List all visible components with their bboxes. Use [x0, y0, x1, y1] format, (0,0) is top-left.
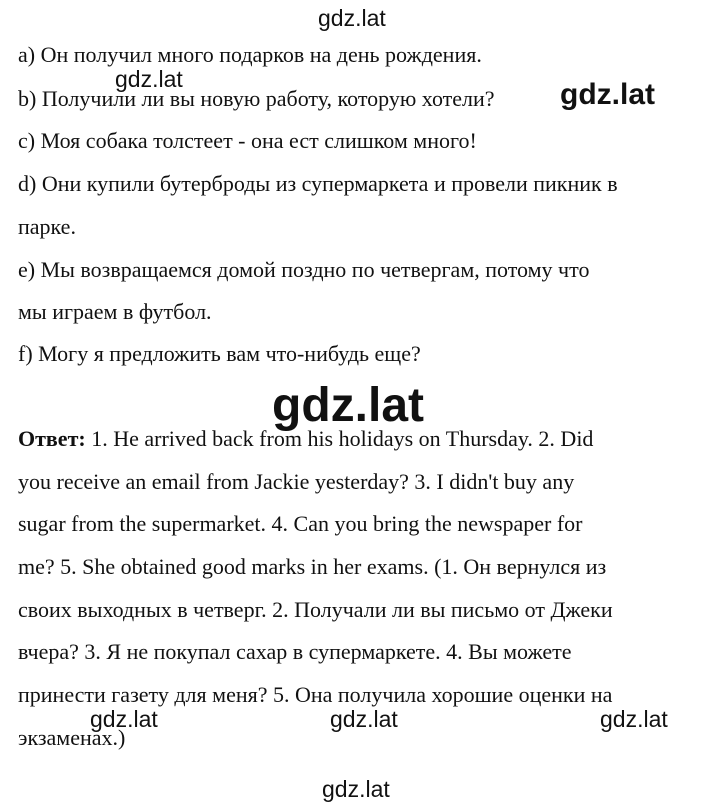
- answer-line: sugar from the supermarket. 4. Can you bring the newspaper for: [18, 511, 583, 536]
- watermark-bottom-center: gdz.lat: [330, 706, 398, 732]
- sentence-e: e) Мы возвращаемся домой поздно по четвергам, потому что: [18, 257, 590, 282]
- watermark-center: gdz.lat: [272, 379, 424, 432]
- answer-label: Ответ:: [18, 426, 86, 451]
- watermark-footer: gdz.lat: [322, 776, 390, 802]
- answer-line: вчера? 3. Я не покупал сахар в супермаркете. 4. Вы можете: [18, 639, 572, 664]
- sentence-c: c) Моя собака толстеет - она ест слишком много!: [18, 128, 477, 153]
- answer-line: своих выходных в четверг. 2. Получали ли вы письмо от Джеки: [18, 597, 613, 622]
- watermark-upper-left: gdz.lat: [115, 66, 183, 92]
- answer-line: me? 5. She obtained good marks in her exams. (1. Он вернулся из: [18, 554, 607, 579]
- watermark-upper-right: gdz.lat: [560, 78, 655, 111]
- watermark-bottom-right: gdz.lat: [600, 706, 668, 732]
- sentence-b: b) Получили ли вы новую работу, которую хотели?: [18, 86, 495, 111]
- answer-line: принести газету для меня? 5. Она получила хорошие оценки на: [18, 682, 613, 707]
- answer-line: экзаменах.): [18, 725, 126, 750]
- answer-text: 1. He arrived back from his holidays on Thursday. 2. Did: [85, 426, 594, 451]
- sentence-f: f) Могу я предложить вам что-нибудь еще?: [18, 341, 421, 366]
- sentence-d: d) Они купили бутерброды из супермаркета и провели пикник в: [18, 171, 618, 196]
- watermark-bottom-left: gdz.lat: [90, 706, 158, 732]
- watermark-top: gdz.lat: [318, 5, 386, 31]
- answer-line: you receive an email from Jackie yesterday? 3. I didn't buy any: [18, 469, 575, 494]
- sentence-e-cont: мы играем в футбол.: [18, 299, 212, 324]
- sentence-d-cont: парке.: [18, 214, 76, 239]
- sentence-a: a) Он получил много подарков на день рождения.: [18, 42, 482, 67]
